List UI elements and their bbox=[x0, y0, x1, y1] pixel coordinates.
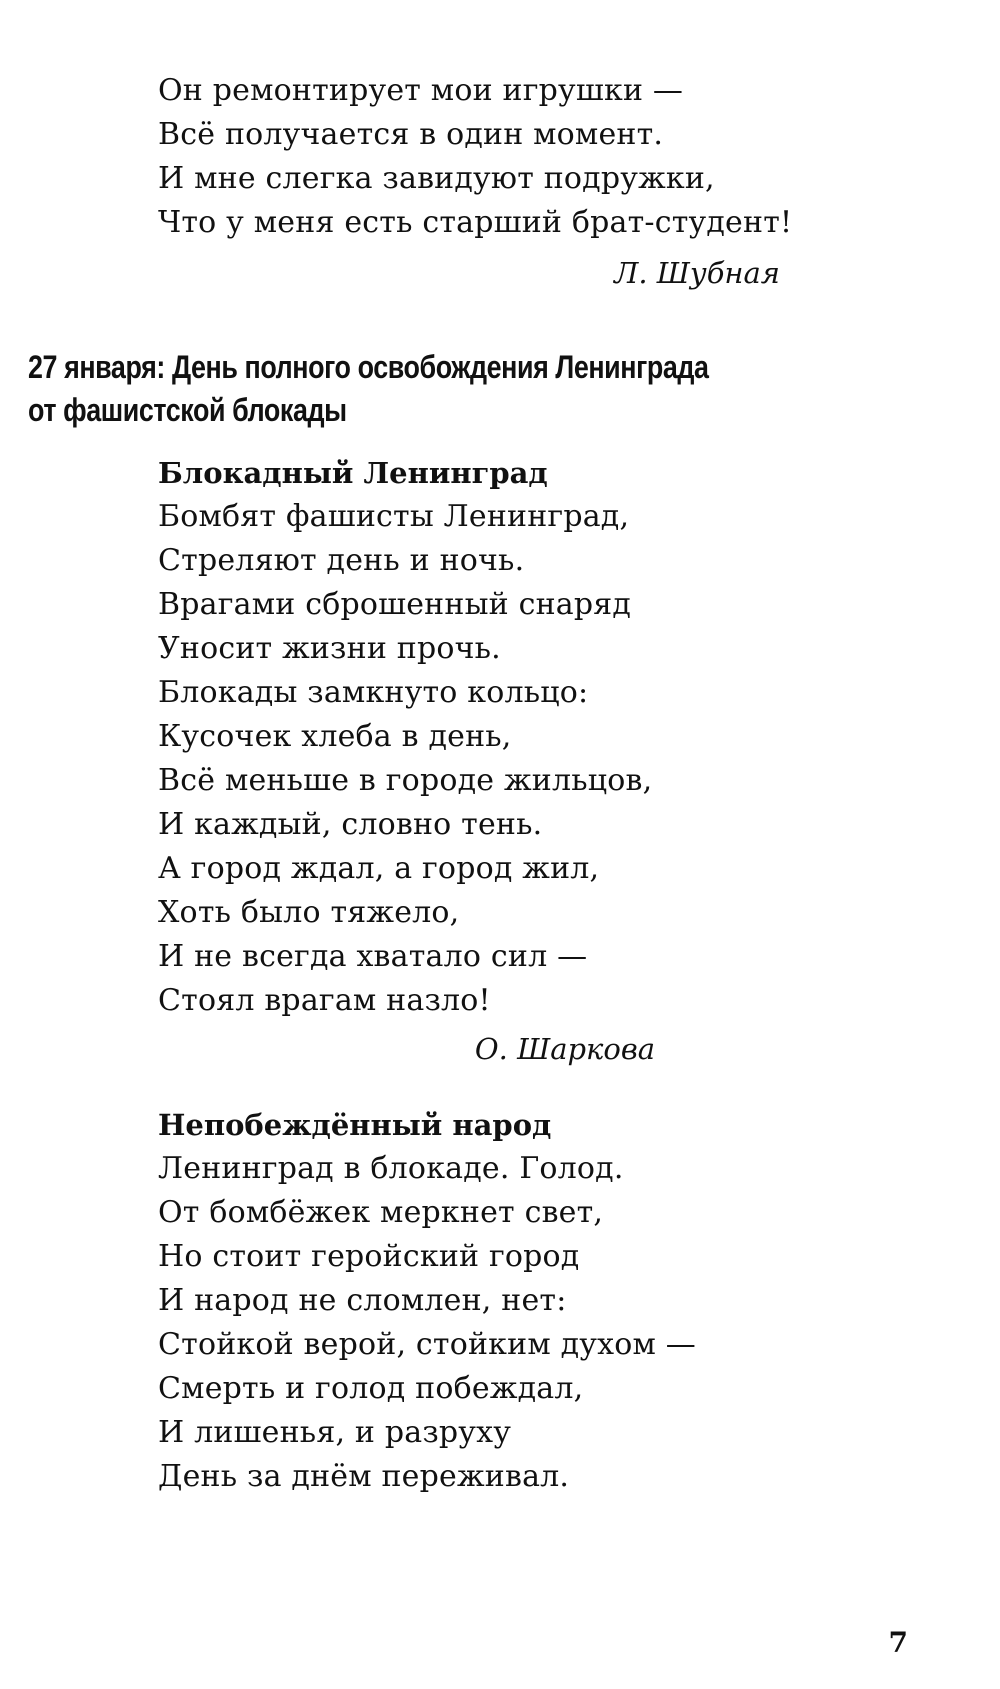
poem-line: И народ не сломлен, нет: bbox=[158, 1283, 567, 1318]
poem-line: Всё меньше в городе жильцов, bbox=[158, 763, 653, 798]
poem-line: Врагами сброшенный снаряд bbox=[158, 587, 632, 622]
poem-line: Кусочек хлеба в день, bbox=[158, 719, 512, 754]
section-heading-line-2: от фашистской блокады bbox=[28, 392, 347, 428]
poem-line: И каждый, словно тень. bbox=[158, 807, 543, 842]
poem-line: Бомбят фашисты Ленинград, bbox=[158, 499, 630, 534]
poem-line: Стреляют день и ночь. bbox=[158, 543, 525, 578]
poem-line: День за днём переживал. bbox=[158, 1459, 570, 1494]
poem-line: Но стоит геройский город bbox=[158, 1239, 580, 1274]
poem-line: А город ждал, а город жил, bbox=[158, 851, 600, 886]
poem-line: Что у меня есть старший брат-студент! bbox=[158, 205, 793, 240]
poem-title: Блокадный Ленинград bbox=[158, 456, 548, 490]
poem-line: Стоял врагам назло! bbox=[158, 983, 491, 1018]
poem-line: Ленинград в блокаде. Голод. bbox=[158, 1151, 624, 1186]
poem-line: Он ремонтирует мои игрушки — bbox=[158, 73, 684, 108]
poem-line: Блокады замкнуто кольцо: bbox=[158, 675, 589, 710]
poem-line: Стойкой верой, стойким духом — bbox=[158, 1327, 696, 1362]
poem-line: И лишенья, и разруху bbox=[158, 1415, 512, 1450]
poem-author: О. Шаркова bbox=[474, 1032, 655, 1066]
poem-line: И не всегда хватало сил — bbox=[158, 939, 588, 974]
poem-author: Л. Шубная bbox=[614, 256, 780, 290]
poem-title: Непобеждённый народ bbox=[158, 1108, 552, 1142]
poem-line: Хоть было тяжело, bbox=[158, 895, 460, 930]
poem-line: От бомбёжек меркнет свет, bbox=[158, 1195, 604, 1230]
poem-line: И мне слегка завидуют подружки, bbox=[158, 161, 715, 196]
poem-line: Всё получается в один момент. bbox=[158, 117, 664, 152]
page-number: 7 bbox=[888, 1626, 908, 1659]
poem-line: Уносит жизни прочь. bbox=[158, 631, 501, 666]
poem-line: Смерть и голод побеждал, bbox=[158, 1371, 584, 1406]
section-heading-line-1: 27 января: День полного освобождения Ленинграда bbox=[28, 349, 709, 385]
